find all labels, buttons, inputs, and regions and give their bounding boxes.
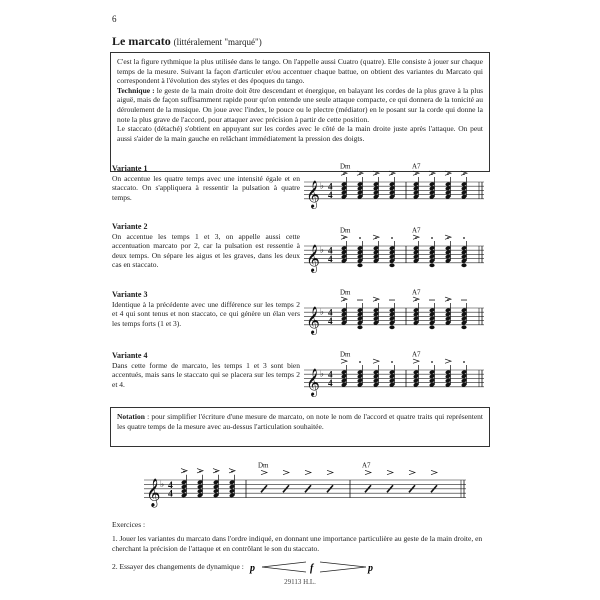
variant-text: Dans cette forme de marcato, les temps 1 et 3 sont bien accentués, mais sans le staccato qui se placera sur les temps 2 et 4. <box>112 360 300 389</box>
intro-box <box>110 52 490 172</box>
staccato-dot <box>199 471 201 473</box>
technique-text: le geste de la main droite doit être descendant et énergique, en balayant les cordes de la plus grave à la plus aiguë, mais de façon suffisamment rapide pour qu'on entende une seule attaque compacte, ce qui donnera de la tonicité au déroulement de la musique. On joue avec l'index, le pouce ou le plectre (médiator) en le posant sur la corde qui donne la note la plus grave de l'accord, pour attaquer avec précision à partir de cette position. <box>117 85 483 124</box>
time-signature-bottom: 4 <box>168 488 173 500</box>
technique-paragraph <box>117 86 483 124</box>
notehead <box>357 263 362 267</box>
dynamic-mark: p <box>249 563 255 574</box>
flat-key-signature-icon: ♭ <box>320 307 324 317</box>
chord-name: A7 <box>412 226 421 235</box>
notehead <box>389 263 394 267</box>
decrescendo-line-bottom <box>320 567 366 572</box>
dynamic-mark: f <box>309 563 314 574</box>
staccato-dot <box>447 299 449 301</box>
staccato-dot <box>431 173 433 175</box>
staccato-dot <box>343 237 345 239</box>
chord-name: Dm <box>340 162 351 171</box>
accent-mark <box>387 470 393 474</box>
exercise-item-text: 2. Essayer des changements de dynamique : <box>112 562 244 571</box>
staccato-dot <box>463 361 465 363</box>
accent-mark <box>341 359 347 363</box>
exercise-item <box>112 560 490 574</box>
staccato-paragraph: Le staccato (détaché) s'obtient en appuyant sur les cordes avec le côté de la main droite juste après l'attaque. On peut aussi s'aider de la main gauche en relâchant immédiatement la pression des doigts. <box>117 124 483 143</box>
section-title <box>112 34 262 49</box>
chord-name: A7 <box>412 350 421 359</box>
chord-name: Dm <box>340 350 351 359</box>
notehead <box>429 263 434 267</box>
variant-title: Variante 3 <box>112 290 148 299</box>
flat-key-signature-icon: ♭ <box>320 245 324 255</box>
accent-mark <box>305 470 311 474</box>
variant-title: Variante 1 <box>112 164 148 173</box>
staccato-dot <box>431 237 433 239</box>
time-signature-top: 4 <box>328 369 333 380</box>
staccato-dot <box>375 173 377 175</box>
staccato-dot <box>391 173 393 175</box>
exercise-item: 1. Jouer les variantes du marcato dans l'ordre indiqué, en donnant une importance particulière au geste de la main droite, en cherchant la précision de l'attaque et en contrôlant le son du staccato. <box>112 534 483 553</box>
section-title-text: Le marcato <box>112 34 171 48</box>
variant-2 <box>112 222 300 270</box>
section-subtitle: (littéralement "marqué") <box>173 37 262 47</box>
dynamic-mark: p <box>367 563 373 574</box>
accent-mark <box>365 470 371 474</box>
decrescendo-line-top <box>320 562 366 567</box>
staccato-dot <box>447 173 449 175</box>
staccato-dot <box>343 173 345 175</box>
treble-clef-icon: 𝄞 <box>306 307 320 334</box>
time-signature-bottom: 4 <box>328 189 333 200</box>
treble-clef-icon: 𝄞 <box>306 369 320 396</box>
notehead <box>389 325 394 329</box>
staccato-dot <box>391 361 393 363</box>
staff-variant-3 <box>302 284 488 348</box>
time-signature-bottom: 4 <box>328 315 333 326</box>
exercises-heading: Exercices : <box>112 520 146 529</box>
exercises <box>112 520 490 574</box>
staccato-dot <box>447 237 449 239</box>
staccato-dot <box>431 361 433 363</box>
flat-key-signature-icon: ♭ <box>320 369 324 379</box>
time-signature-bottom: 4 <box>328 253 333 264</box>
accent-mark <box>261 470 267 474</box>
notehead <box>357 325 362 329</box>
notehead <box>461 263 466 267</box>
variant-1 <box>112 164 300 202</box>
staccato-dot <box>463 173 465 175</box>
staff-variant-1 <box>302 158 488 222</box>
variant-3 <box>112 290 300 328</box>
chord-name: Dm <box>340 226 351 235</box>
variant-text: Identique à la précédente avec une différence sur les temps 2 et 4 qui sont tenus et non staccato, ce qui génère un élan vers les temps forts (1 et 3). <box>112 299 300 328</box>
staccato-dot <box>215 471 217 473</box>
notation-label: Notation <box>117 412 145 421</box>
staccato-dot <box>415 299 417 301</box>
technique-label: Technique : <box>117 85 155 95</box>
accent-mark <box>327 470 333 474</box>
page-number: 6 <box>112 14 117 24</box>
staccato-dot <box>415 173 417 175</box>
chord-name: A7 <box>412 288 421 297</box>
staccato-dot <box>343 299 345 301</box>
footer-code: 29113 H.L. <box>284 578 316 586</box>
intro-paragraph: C'est la figure rythmique la plus utilisée dans le tango. On l'appelle aussi Cuatro (quatre). Elle consiste à jouer sur chaque temps de la mesure. Suivant la façon d'articuler et/ou accentuer chaque battue, on obtient des variantes du Marcato qui correspondent à l'évolution des styles et des époques du tango. <box>117 57 483 86</box>
staccato-dot <box>415 237 417 239</box>
dynamics-hairpins <box>248 560 378 574</box>
chord-name: A7 <box>362 461 371 470</box>
staccato-dot <box>359 237 361 239</box>
crescendo-line-top <box>262 562 306 567</box>
accent-mark <box>373 359 379 363</box>
variant-title: Variante 4 <box>112 351 148 360</box>
time-signature-top: 4 <box>168 479 173 491</box>
staccato-dot <box>183 471 185 473</box>
time-signature-bottom: 4 <box>328 377 333 388</box>
staccato-dot <box>375 299 377 301</box>
chord-name: A7 <box>412 162 421 171</box>
treble-clef-icon: 𝄞 <box>146 479 161 507</box>
accent-mark <box>283 470 289 474</box>
staccato-dot <box>359 173 361 175</box>
staccato-dot <box>463 237 465 239</box>
notation-text: : pour simplifier l'écriture d'une mesure de marcato, on note le nom de l'accord et quatre traits qui représentent les quatre temps de la mesure avec au-dessus l'articulation souhaitée. <box>117 412 483 431</box>
notation-example-staff <box>140 452 480 516</box>
notehead <box>461 325 466 329</box>
staccato-dot <box>231 471 233 473</box>
time-signature-top: 4 <box>328 307 333 318</box>
accent-mark <box>409 470 415 474</box>
treble-clef-icon: 𝄞 <box>306 245 320 272</box>
staccato-dot <box>359 361 361 363</box>
chord-name: Dm <box>340 288 351 297</box>
time-signature-top: 4 <box>328 245 333 256</box>
variant-4 <box>112 351 300 389</box>
variant-text: On accentue les temps 1 et 3, on appelle aussi cette accentuation marcato por 2, car la pulsation est ressentie à deux temps. On sépare les aigus et les graves, dans les deux cas en staccato. <box>112 231 300 270</box>
notation-box <box>110 407 490 447</box>
crescendo-line-bottom <box>262 567 306 572</box>
flat-key-signature-icon: ♭ <box>320 181 324 191</box>
time-signature-top: 4 <box>328 181 333 192</box>
notehead <box>429 325 434 329</box>
variant-title: Variante 2 <box>112 222 148 231</box>
staff-variant-4 <box>302 346 488 410</box>
accent-mark <box>431 470 437 474</box>
staccato-dot <box>391 237 393 239</box>
staccato-dot <box>375 237 377 239</box>
treble-clef-icon: 𝄞 <box>306 181 320 208</box>
variant-text: On accentue les quatre temps avec une intensité égale et en staccato. On s'appliquera à ressentir la pulsation à quatre temps. <box>112 173 300 202</box>
staff-variant-2 <box>302 222 488 286</box>
accent-mark <box>413 359 419 363</box>
chord-name: Dm <box>258 461 269 470</box>
accent-mark <box>445 359 451 363</box>
flat-key-signature-icon: ♭ <box>160 479 165 490</box>
